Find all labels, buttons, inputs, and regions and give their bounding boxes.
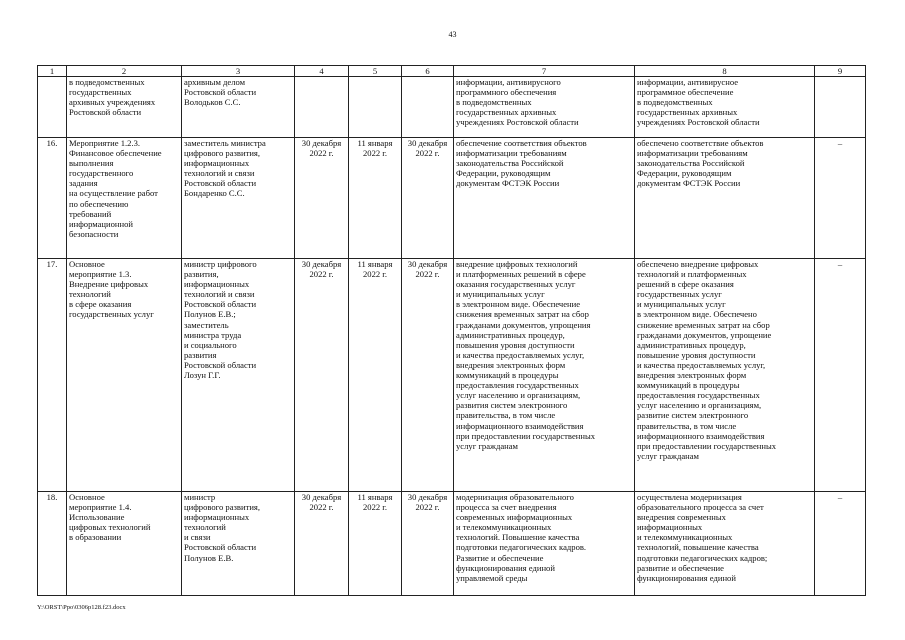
planned-date: 30 декабря 2022 г.: [295, 138, 349, 259]
actual-result: обеспечено соответствие объектов информатизации требованиям законодательства Российской Федерации, руководящим документам ФСТЭК России: [635, 138, 815, 259]
responsible-executor: архивным делом Ростовской области Володьков С.С.: [182, 77, 295, 138]
planned-date: 30 декабря 2022 г.: [295, 259, 349, 492]
footer-file-path: Y:\ORST\Ppo\0306p128.f23.docx: [37, 604, 126, 611]
row-number: 16.: [38, 138, 67, 259]
responsible-executor: заместитель министра цифрового развития, информационных технологий и связи Ростовской области Бондаренко С.С.: [182, 138, 295, 259]
planned-date: 30 декабря 2022 г.: [295, 492, 349, 596]
measure-name: Основное мероприятие 1.4. Использование цифровых технологий в образовании: [67, 492, 182, 596]
column-number: 9: [815, 66, 866, 77]
measures-table: [37, 65, 866, 596]
end-date: 30 декабря 2022 г.: [402, 259, 454, 492]
row-number: 17.: [38, 259, 67, 492]
column-number: 7: [454, 66, 635, 77]
measure-name: в подведомственных государственных архивных учреждениях Ростовской области: [67, 77, 182, 138]
actual-result: осуществлена модернизация образовательного процесса за счет внедрения современных информационных и телекоммуникационных технологий, повышение качества подготовки педагогических кадров; развитие и обеспечение функционирования единой: [635, 492, 815, 596]
start-date: 11 января 2022 г.: [349, 138, 402, 259]
end-date: 30 декабря 2022 г.: [402, 492, 454, 596]
expected-result: внедрение цифровых технологий и платформенных решений в сфере оказания государственных услуг и муниципальных услуг в электронном виде. Обеспечение снижения временных затрат на сбор гражданами документов, упрощения административных процедур, повышения уровня доступности и качества предоставляемых услуг, внедрения электронных форм коммуникаций в процедуры предоставления государственных услуг населению и организациям, развития систем электронного правительства, в том числе информационного взаимодействия при предоставлении государственных услуг гражданам: [454, 259, 635, 492]
end-date: 30 декабря 2022 г.: [402, 138, 454, 259]
actual-result: обеспечено внедрение цифровых технологий и платформенных решений в сфере оказания государственных услуг и муниципальных услуг в электронном виде. Обеспечено снижение временных затрат на сбор гражданами документов, упрощение административных процедур, повышение уровня доступности и качества предоставляемых услуг, внедрения электронных форм коммуникаций в процедуры предоставления государственных услуг населению и организациям, развитие систем электронного правительства, в том числе информационного взаимодействия при предоставлении государственных услуг гражданам: [635, 259, 815, 492]
start-date: [349, 77, 402, 138]
note-cell: –: [815, 492, 866, 596]
row-number: [38, 77, 67, 138]
page-number: 43: [448, 30, 457, 39]
row-number: 18.: [38, 492, 67, 596]
actual-result: информации, антивирусное программное обеспечение в подведомственных государственных архивных учреждениях Ростовской области: [635, 77, 815, 138]
note-cell: –: [815, 259, 866, 492]
table-row: [38, 138, 866, 259]
column-number: 5: [349, 66, 402, 77]
column-number: 3: [182, 66, 295, 77]
responsible-executor: министр цифрового развития, информационных технологий и связи Ростовской области Полунов Е.В.; заместитель министра труда и социального развития Ростовской области Лозун Г.Г.: [182, 259, 295, 492]
end-date: [402, 77, 454, 138]
measure-name: Мероприятие 1.2.3. Финансовое обеспечение выполнения государственного задания на осуществление работ по обеспечению требований информационной безопасности: [67, 138, 182, 259]
measure-name: Основное мероприятие 1.3. Внедрение цифровых технологий в сфере оказания государственных услуг: [67, 259, 182, 492]
note-cell: [815, 77, 866, 138]
planned-date: [295, 77, 349, 138]
table-row: [38, 492, 866, 596]
column-number: 2: [67, 66, 182, 77]
responsible-executor: министр цифрового развития, информационных технологий и связи Ростовской области Полунов Е.В.: [182, 492, 295, 596]
table-row: [38, 77, 866, 138]
note-cell: –: [815, 138, 866, 259]
start-date: 11 января 2022 г.: [349, 492, 402, 596]
expected-result: информации, антивирусного программного обеспечения в подведомственных государственных архивных учреждениях Ростовской области: [454, 77, 635, 138]
table-row: [38, 259, 866, 492]
column-number: 8: [635, 66, 815, 77]
start-date: 11 января 2022 г.: [349, 259, 402, 492]
expected-result: модернизация образовательного процесса за счет внедрения современных информационных и телекоммуникационных технологий. Повышение качества подготовки педагогических кадров. Развитие и обеспечение функционирования единой управляемой среды: [454, 492, 635, 596]
column-number: 1: [38, 66, 67, 77]
expected-result: обеспечение соответствия объектов информатизации требованиям законодательства Российской Федерации, руководящим документам ФСТЭК России: [454, 138, 635, 259]
column-number: 6: [402, 66, 454, 77]
column-number: 4: [295, 66, 349, 77]
column-numbers-row: [38, 66, 866, 77]
